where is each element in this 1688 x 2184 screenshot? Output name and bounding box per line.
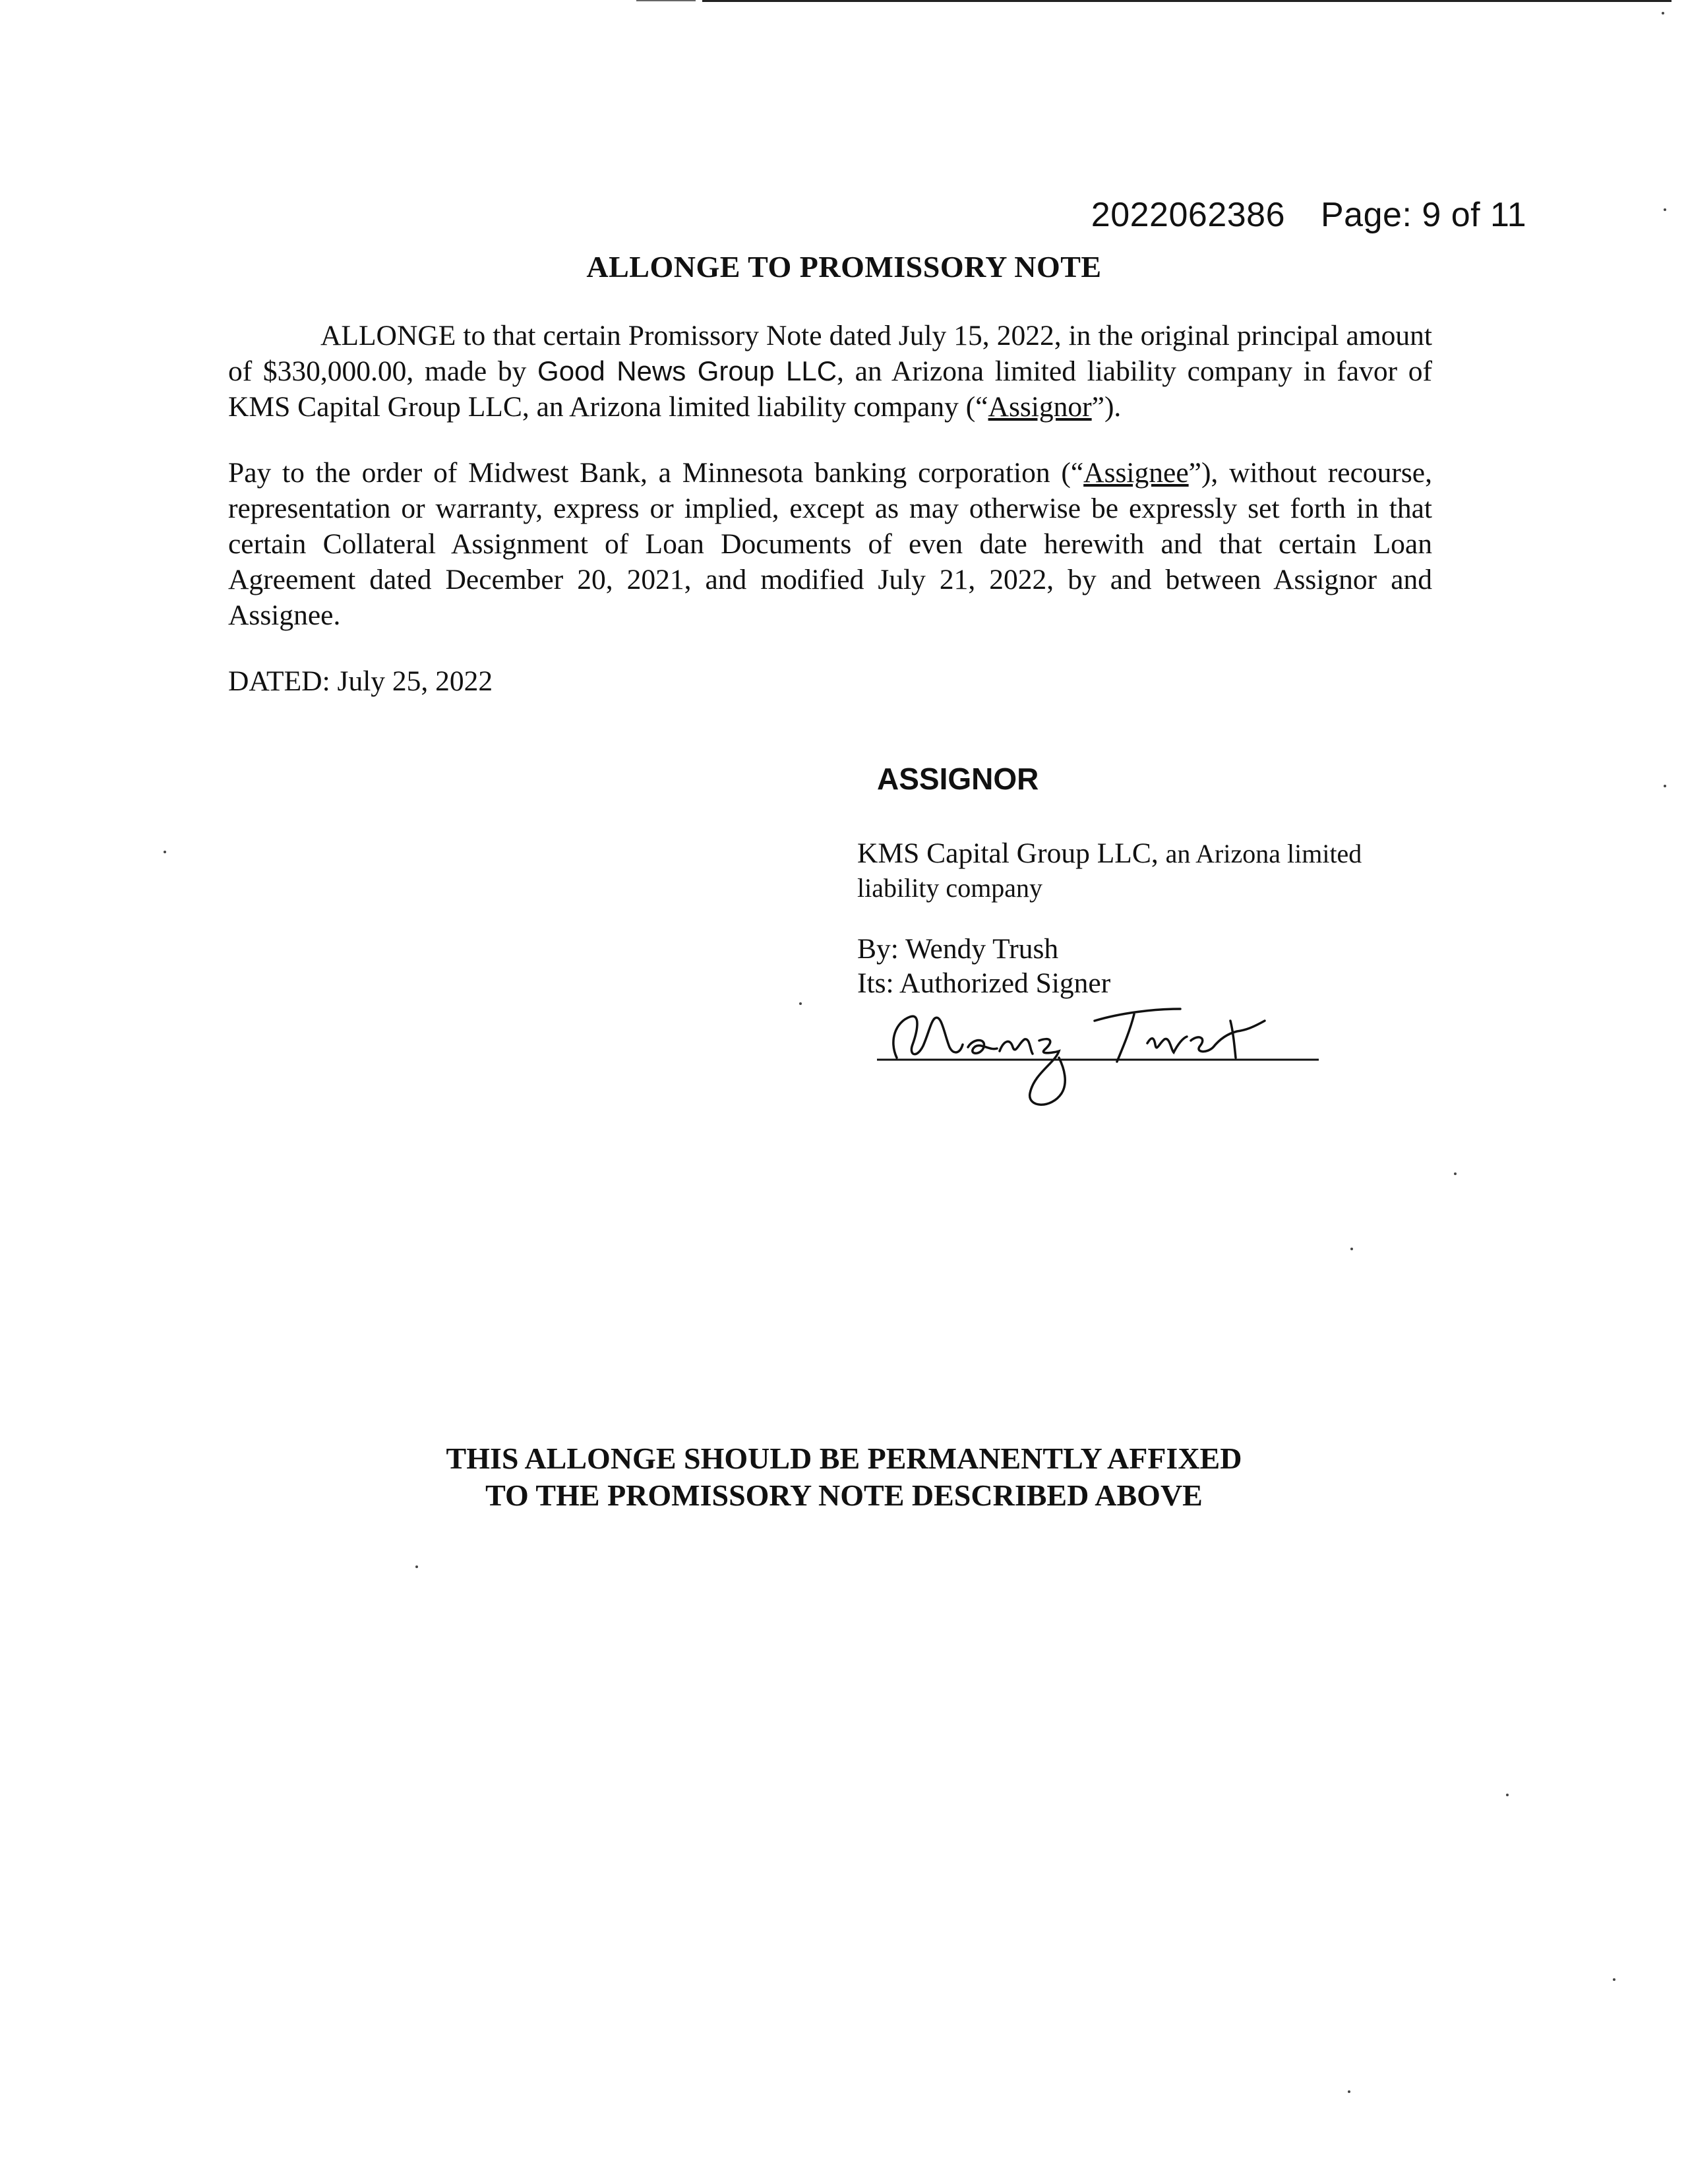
assignor-entity <box>857 836 1437 905</box>
signature-stroke <box>1230 1021 1236 1058</box>
scan-speck <box>799 1002 802 1005</box>
paragraph1-part2: , an Arizona limited liability company in favor of KMS Capital Group LLC, an Arizona limited liability company (“ <box>228 355 1432 423</box>
paragraph1-part1: ALLONGE to that certain Promissory Note dated July 15, 2022, in the original principal amount of $330,000.00, made by <box>228 320 1432 387</box>
assignor-entity-line1 <box>857 836 1437 871</box>
assignor-entity-desc: an Arizona limited <box>1165 839 1362 868</box>
scan-artifact-line <box>702 0 1672 2</box>
document-title: ALLONGE TO PROMISSORY NOTE <box>586 250 1102 284</box>
affix-notice-line2: TO THE PROMISSORY NOTE DESCRIBED ABOVE <box>485 1478 1203 1512</box>
scan-speck <box>1350 1248 1353 1250</box>
signature-stroke <box>1117 1014 1134 1062</box>
pay-to-order-paragraph <box>228 455 1432 633</box>
scan-speck <box>1662 12 1664 15</box>
scan-speck <box>1664 785 1666 787</box>
paragraph1-part3: ”). <box>1091 391 1122 423</box>
dated-line: DATED: July 25, 2022 <box>228 665 493 697</box>
affix-notice <box>0 1440 1688 1514</box>
assignor-heading: ASSIGNOR <box>877 762 1039 796</box>
scan-speck <box>1664 208 1666 211</box>
scan-speck <box>1454 1172 1457 1175</box>
signature-stroke <box>1095 1009 1180 1021</box>
affix-notice-line1: THIS ALLONGE SHOULD BE PERMANENTLY AFFIXED <box>446 1441 1242 1475</box>
scan-speck <box>1348 2090 1350 2093</box>
signature-stroke <box>893 1016 963 1058</box>
scan-artifact-line <box>636 0 696 1</box>
recording-page-label: Page: 9 of 11 <box>1321 196 1526 234</box>
its-line: Its: Authorized Signer <box>857 967 1111 999</box>
assignor-entity-line2: liability company <box>857 873 1043 903</box>
assignee-defined-term: Assignee <box>1083 457 1189 489</box>
signature-stroke <box>1000 1039 1033 1054</box>
recording-document-number: 2022062386 <box>1091 196 1285 234</box>
scan-speck <box>1613 1978 1615 1981</box>
paragraph2-part1: Pay to the order of Midwest Bank, a Minnesota banking corporation (“ <box>228 457 1084 489</box>
by-line: By: Wendy Trush <box>857 933 1059 965</box>
recording-header <box>1091 195 1526 235</box>
paragraph2-part2: ”), without recourse, representation or warranty, express or implied, except as may otherwise be expressly set forth in that certain Collateral Assignment of Loan Documents of even date herewith and that certain Loan Agreement dated December 20, 2021, and modified July 21, 2022, by and between Assignor and Assignee. <box>228 457 1432 631</box>
allonge-paragraph <box>228 318 1432 425</box>
signature-stroke <box>968 1041 997 1054</box>
scan-speck <box>415 1565 418 1568</box>
signature-stroke <box>1030 1039 1066 1105</box>
signature <box>857 994 1332 1126</box>
handwritten-signature-image <box>857 994 1332 1126</box>
signer-info <box>857 932 1437 1000</box>
signature-stroke <box>1147 1037 1187 1052</box>
scan-speck <box>164 851 166 853</box>
scan-speck <box>1506 1794 1509 1796</box>
maker-name: Good News Group LLC <box>537 355 837 386</box>
signature-stroke <box>1191 1021 1265 1052</box>
assignor-entity-name: KMS Capital Group LLC, <box>857 837 1159 869</box>
assignor-defined-term: Assignor <box>988 391 1092 423</box>
